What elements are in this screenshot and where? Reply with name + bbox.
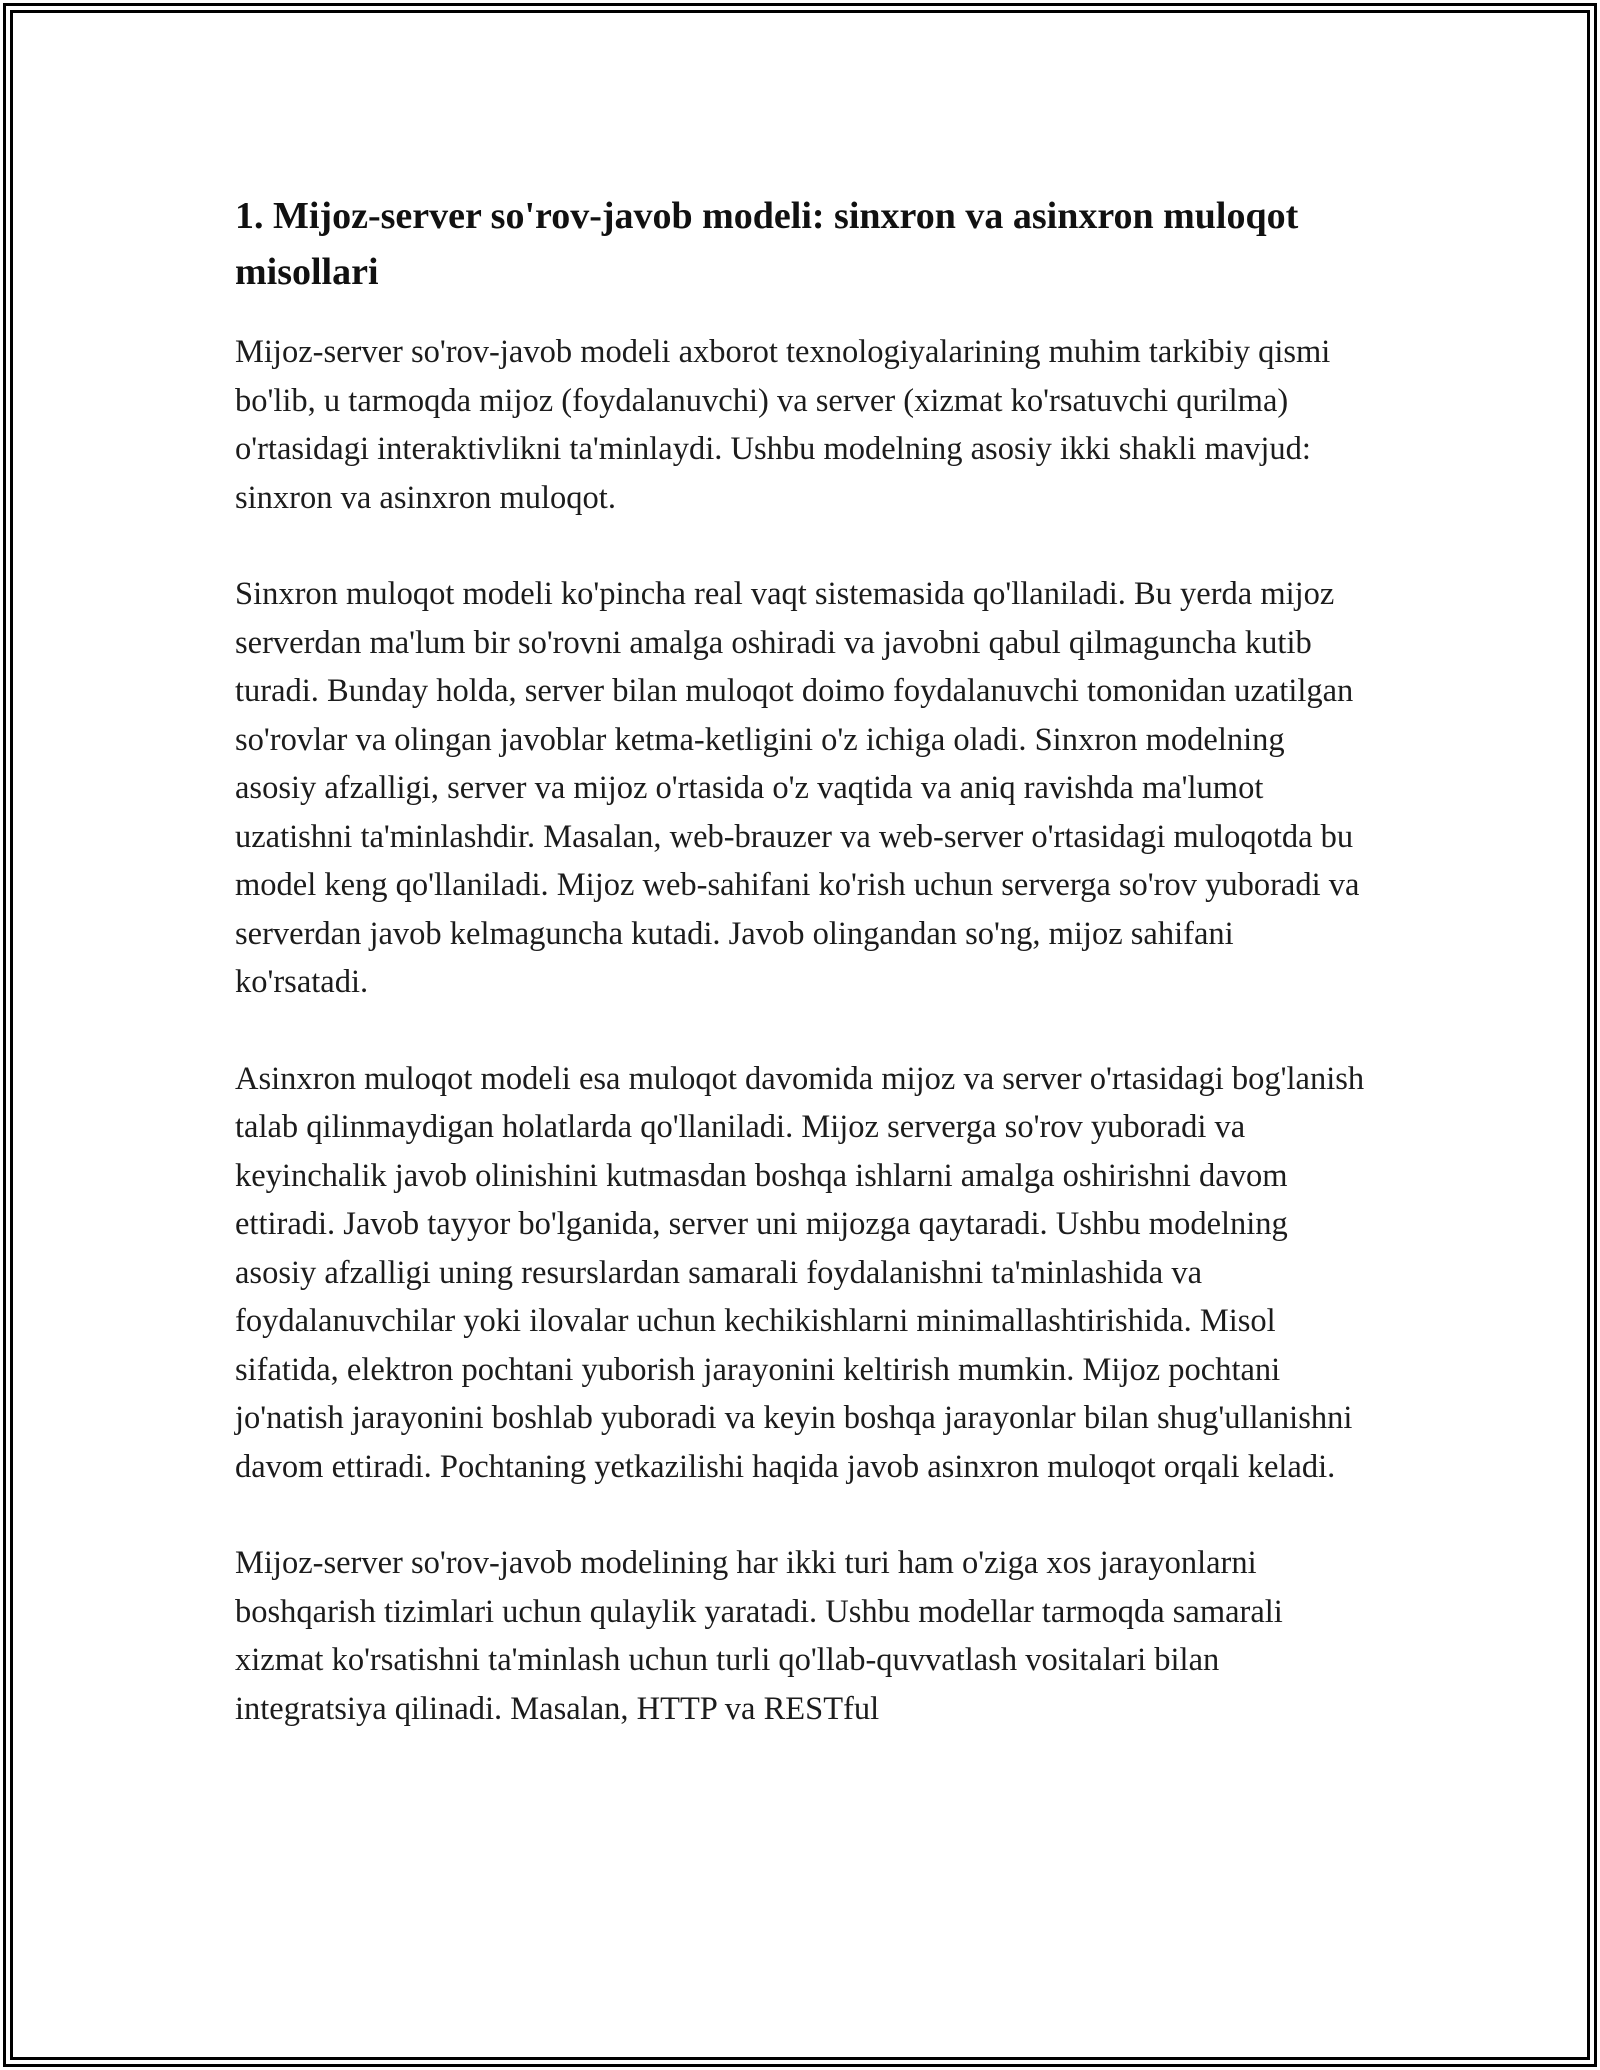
paragraph-sync: Sinxron muloqot modeli ko'pincha real vaqt sistemasida qo'llaniladi. Bu yerda mijoz serverdan ma'lum bir so'rovni amalga oshiradi va javobni qabul qilmaguncha kutib turadi. Bunday holda, server bilan muloqot doimo foydalanuvchi tomonidan uzatilgan so'rovlar va olingan javoblar ketma-ketligini o'z ichiga oladi. Sinxron modelning asosiy afzalligi, server va mijoz o'rtasida o'z vaqtida va aniq ravishda ma'lumot uzatishni ta'minlashdir. Masalan, web-brauzer va web-server o'rtasidagi muloqotda bu model keng qo'llaniladi. Mijoz web-sahifani ko'rish uchun serverga so'rov yuboradi va serverdan javob kelmaguncha kutadi. Javob olingandan so'ng, mijoz sahifani ko'rsatadi.	[235, 576, 1360, 1000]
document-body	[235, 188, 1370, 1781]
section-heading: 1. Mijoz-server so'rov-javob modeli: sinxron va asinxron muloqot misollari	[235, 195, 1299, 293]
paragraph-summary: Mijoz-server so'rov-javob modelining har ikki turi ham o'ziga xos jarayonlarni boshqarish tizimlari uchun qulaylik yaratadi. Ushbu modellar tarmoqda samarali xizmat ko'rsatishni ta'minlash uchun turli qo'llab-quvvatlash vositalari bilan integratsiya qilinadi. Masalan, HTTP va RESTful	[235, 1545, 1283, 1727]
paragraph-async: Asinxron muloqot modeli esa muloqot davomida mijoz va server o'rtasidagi bog'lanish talab qilinmaydigan holatlarda qo'llaniladi. Mijoz serverga so'rov yuboradi va keyinchalik javob olinishini kutmasdan boshqa ishlarni amalga oshirishni davom ettiradi. Javob tayyor bo'lganida, server uni mijozga qaytaradi. Ushbu modelning asosiy afzalligi uning resurslardan samarali foydalanishni ta'minlashida va foydalanuvchilar yoki ilovalar uchun kechikishlarni minimallashtirishida. Misol sifatida, elektron pochtani yuborish jarayonini keltirish mumkin. Mijoz pochtani jo'natish jarayonini boshlab yuboradi va keyin boshqa jarayonlar bilan shug'ullanishni davom ettiradi. Pochtaning yetkazilishi haqida javob asinxron muloqot orqali keladi.	[235, 1060, 1365, 1485]
paragraph-intro: Mijoz-server so'rov-javob modeli axborot texnologiyalarining muhim tarkibiy qismi bo'lib, u tarmoqda mijoz (foydalanuvchi) va server (xizmat ko'rsatuvchi qurilma) o'rtasidagi interaktivlikni ta'minlaydi. Ushbu modelning asosiy ikki shakli mavjud: sinxron va asinxron muloqot.	[235, 334, 1331, 516]
